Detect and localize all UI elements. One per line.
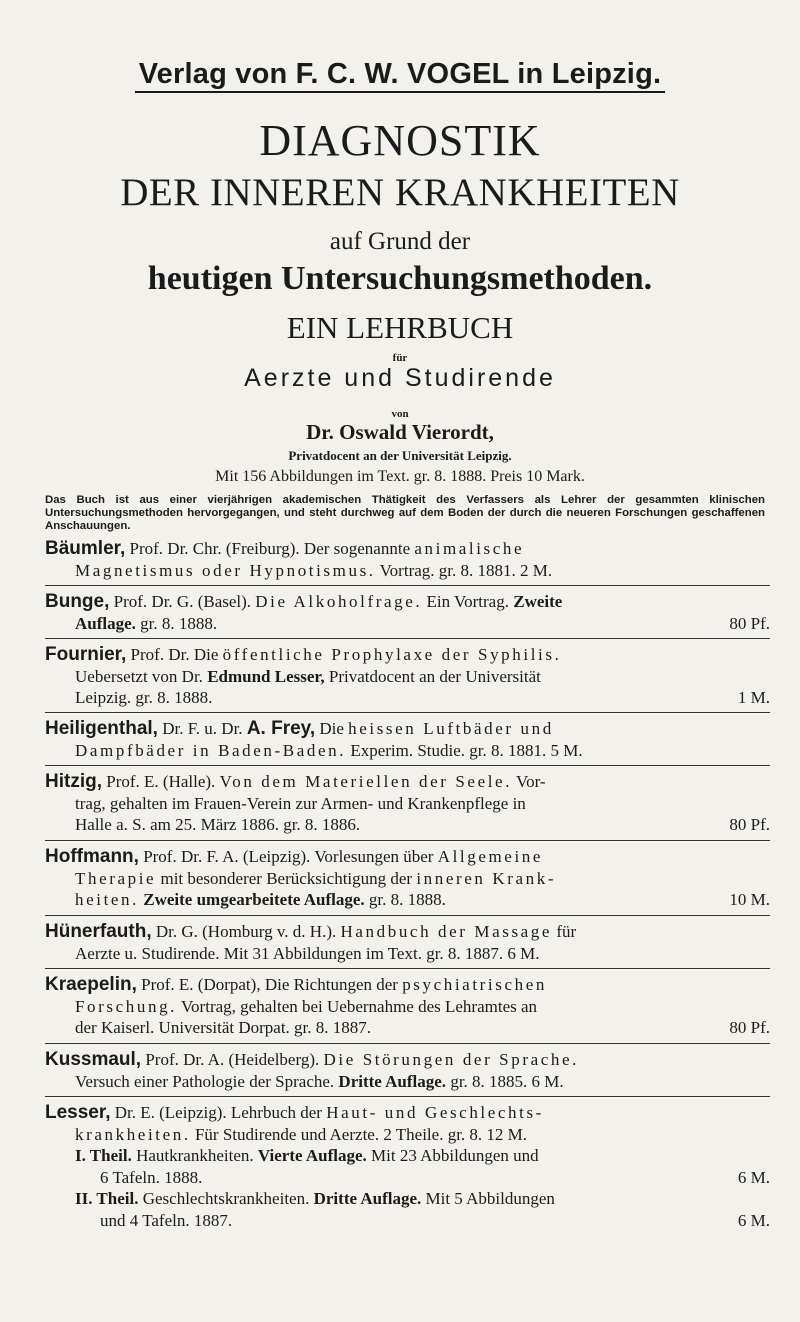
entry-text: Mit 5 Abbildungen [421,1189,555,1208]
entry-text: mit besonderer Berücksichtigung der [156,868,417,888]
entry-title: psychiatrischen [402,975,547,994]
entry-title: Forschung. [75,996,178,1016]
entry-text: Prof. Dr. Chr. (Freiburg). Der sogenannte [125,539,415,558]
entry-text: Privatdocent an der Universität [324,666,541,686]
entry-price: 80 Pf. [729,613,770,633]
entry-title: inneren Krank- [416,868,557,888]
entry-author: Lesser, [45,1102,111,1123]
entry-edition: Zweite [513,592,563,611]
entry-text: Dr. F. u. Dr. [157,719,247,738]
author-affiliation: Privatdocent an der Universität Leipzig. [288,448,512,463]
title-basis: auf Grund der [329,228,471,255]
divider [45,1096,770,1097]
entry-author: Bunge, [45,591,110,612]
entry-text: Dr. G. (Homburg v. d. H.). [151,922,341,941]
entry-title: Von dem Materiellen der Seele. [219,772,513,791]
entry-title: Therapie [75,868,157,888]
divider [45,712,770,713]
entry-text: Ein Vortrag. [422,592,514,611]
entry-author: Hünerfauth, [45,921,152,942]
entry-text: Geschlechtskrankheiten. [138,1189,314,1208]
entry-text: Vortrag. gr. 8. 1881. 2 M. [375,560,553,580]
entry-text: und 4 Tafeln. 1887. [100,1210,233,1230]
entry-text: für [552,922,577,941]
entry-text: Halle a. S. am 25. März 1886. gr. 8. 1886. [75,815,361,834]
divider [45,1043,770,1044]
entry-price: 10 M. [729,890,770,909]
entry-edition: Auflage. [75,613,136,633]
publisher-text: Verlag von F. C. W. VOGEL in Leipzig. [135,58,666,93]
entry-part-label: II. Theil. [75,1189,139,1208]
book-author: Dr. Oswald Vierordt, [306,420,494,444]
entry-text: Die [315,719,349,738]
entry-text: Uebersetzt von Dr. [75,666,208,686]
entry-text: Prof. E. (Halle). [102,772,220,791]
entry-part-label: I. Theil. [75,1146,132,1165]
entry-text: trag, gehalten im Frauen-Verein zur Armen- und Krankenpflege in [75,793,526,813]
entry-text: Hautkrankheiten. [131,1146,258,1165]
title-diagnostik: DIAGNOSTIK [259,116,541,165]
entry-title: Magnetismus oder Hypnotismus. [75,560,376,580]
catalog-entry [45,974,770,1039]
entry-author: Fournier, [45,644,127,665]
entry-title: Handbuch der Massage [340,922,553,941]
book-description: Das Buch ist aus einer vierjährigen akademischen Thätigkeit des Verfassers als Lehrer der gesammten klinischen Untersuchungsmethoden hervorgegangen, und steht durchweg auf dem Boden der durch die neueren Forschungen geschaffenen Anschauungen. [45,494,765,532]
entry-author: Heiligenthal, [45,718,158,739]
entry-author: Hitzig, [45,771,102,792]
title-fuer: für [392,352,408,364]
entry-edition: Dritte Auflage. [338,1071,447,1091]
entry-text: Experim. Studie. gr. 8. 1881. 5 M. [346,740,583,760]
catalog-entry [45,591,770,634]
catalog-entry [45,921,770,964]
entry-price: 80 Pf. [729,815,770,834]
book-details: Mit 156 Abbildungen im Text. gr. 8. 1888. Preis 10 Mark. [215,468,585,485]
entry-title: Die Alkoholfrage. [255,592,423,611]
catalog-entry [45,1049,770,1092]
catalog-entry [45,1102,770,1231]
divider [45,968,770,969]
entry-title: Haut- und Geschlechts- [326,1103,544,1122]
divider [45,638,770,639]
catalog-entry [45,846,770,911]
title-von: von [391,408,409,420]
entry-title: öffentliche Prophylaxe der Syphilis. [222,645,562,664]
entry-title: animalische [414,539,525,558]
catalog-entry [45,718,770,761]
entry-text: Aerzte u. Studirende. Mit 31 Abbildungen im Text. gr. 8. 1887. 6 M. [75,943,540,963]
entry-translator: Edmund Lesser, [207,666,325,686]
entry-title: krankheiten. [75,1124,191,1144]
divider [45,840,770,841]
entry-text: gr. 8. 1888. [364,890,446,909]
entry-title: Die Störungen der Sprache. [323,1050,579,1069]
entry-text: 6 Tafeln. 1888. [100,1167,203,1187]
title-subject: DER INNEREN KRANKHEITEN [120,171,680,214]
entry-title: heiten. [75,890,139,909]
entry-author: Bäumler, [45,538,126,559]
entry-text: Prof. Dr. F. A. (Leipzig). Vorlesungen über [138,847,438,866]
divider [45,765,770,766]
entry-text: Versuch einer Pathologie der Sprache. [75,1071,339,1091]
entry-text: Prof. E. (Dorpat), Die Richtungen der [136,975,403,994]
entry-title: Allgemeine [437,847,544,866]
entry-price: 6 M. [737,1167,770,1187]
catalog-entry [45,538,770,581]
entry-text: Dr. E. (Leipzig). Lehrbuch der [110,1103,327,1122]
entry-author: Kussmaul, [45,1049,142,1070]
entry-text: gr. 8. 1885. 6 M. [446,1071,564,1091]
entry-price: 1 M. [737,688,770,707]
entry-text: Prof. Dr. A. (Heidelberg). [141,1050,324,1069]
entry-coauthor: A. Frey, [246,718,316,739]
divider [45,585,770,586]
entry-author: Kraepelin, [45,974,137,995]
entry-text: Mit 23 Abbildungen und [366,1146,539,1165]
title-audience: Aerzte und Studirende [244,364,556,392]
publisher-header [0,58,800,91]
title-methods: heutigen Untersuchungsmethoden. [147,260,653,297]
catalog-entry [45,644,770,709]
entry-text: Prof. Dr. G. (Basel). [109,592,256,611]
entry-edition: Zweite umgearbeitete Auflage. [139,890,365,909]
entry-text: Leipzig. gr. 8. 1888. [75,688,213,707]
entry-title: heissen Luftbäder und [348,719,554,738]
entry-title: Dampfbäder in Baden-Baden. [75,740,347,760]
entry-text: gr. 8. 1888. [135,613,218,633]
entry-text: Vor- [512,772,546,791]
entry-author: Hoffmann, [45,846,139,867]
catalog-entry [45,771,770,836]
entry-text: Für Studirende und Aerzte. 2 Theile. gr. 8. 12 M. [190,1124,528,1144]
entry-price: 80 Pf. [729,1018,770,1037]
entry-price: 6 M. [737,1210,770,1230]
entry-text: der Kaiserl. Universität Dorpat. gr. 8. 1887. [75,1018,372,1037]
entry-edition: Dritte Auflage. [313,1189,422,1208]
entry-text: Vortrag, gehalten bei Uebernahme des Lehramtes an [177,996,538,1016]
entry-text: Prof. Dr. Die [126,645,223,664]
title-lehrbuch: EIN LEHRBUCH [286,310,514,345]
entry-edition: Vierte Auflage. [257,1146,367,1165]
divider [45,915,770,916]
